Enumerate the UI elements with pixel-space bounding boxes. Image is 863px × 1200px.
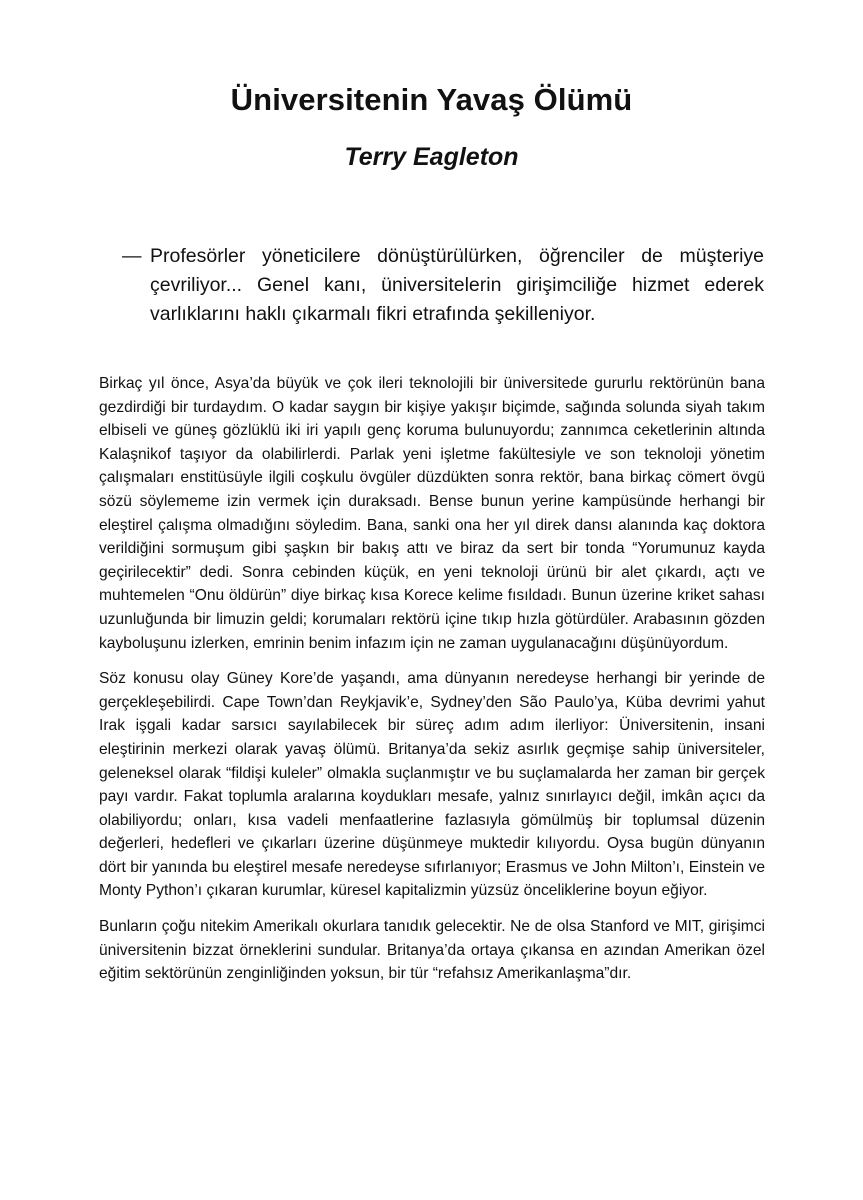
body-paragraph: Birkaç yıl önce, Asya’da büyük ve çok ileri teknolojili bir üniversitede gururlu rektörünün bana gezdirdiği bir turdaydım. O kadar saygın bir kişiye yakışır biçimde, sağında solunda siyah takım elbiseli ve güneş gözlüklü iki iri yapılı genç koruma bulunuyordu; zannımca ceketlerinin altında Kalaşnikof taşıyor da olabilirlerdi. Parlak yeni işletme fakültesiyle ve son teknoloji yönetim çalışmaları enstitüsüyle ilgili coşkulu övgüler düzdükten sonra rektör, bana birkaç cömert övgü sözü söylememe izin vermek için duraksadı. Bense bunun yerine kampüsünde herhangi bir eleştirel çalışma olmadığını söyledim. Bana, sanki ona her yıl direk dansı alanında kaç doktora verildiğini sormuşum gibi şaşkın bir bakış attı ve biraz da sert bir tonda “Yorumunuz kayda geçirilecektir” dedi. Sonra cebinden küçük, en yeni teknoloji ürünü bir alet çıkardı, açtı ve muhtemelen “Onu öldürün” diye birkaç kısa Korece kelime fısıldadı. Bunun üzerine kriket sahası uzunluğunda bir limuzin geldi; korumaları rektörü içine tıkıp hızla götürdüler. Arabasının gözden kayboluşunu izlerken, emrinin benim infazım için ne zaman uygulanacağını düşünüyordum. (99, 375, 765, 652)
lead-text: Profesörler yöneticilere dönüştürülürken, öğrenciler de müşteriye çevriliyor... Genel kanı, üniversitelerin girişimciliğe hizmet ederek varlıklarını haklı çıkarmalı fikri etrafında şekilleniyor. (150, 245, 764, 325)
article-author: Terry Eagleton (344, 143, 519, 171)
lead-dash: — (122, 245, 142, 267)
body-paragraph: Söz konusu olay Güney Kore’de yaşandı, ama dünyanın neredeyse herhangi bir yerinde de gerçekleşebilirdi. Cape Town’dan Reykjavik’e, Sydney’den São Paulo’ya, Küba devrimi yahut Irak işgali kadar sarsıcı sayılabilecek bir süreç adım adım ilerliyor: Üniversitenin, insani eleştirinin merkezi olarak yavaş ölümü. Britanya’da sekiz asırlık geçmişe sahip üniversiteler, geleneksel olarak “fildişi kuleler” olmakla suçlanmıştır ve bu suçlamalarda her zaman bir gerçek payı vardır. Fakat toplumla aralarına koydukları mesafe, yalnız sınırlayıcı değil, imkân açıcı da olabiliyordu; onları, kısa vadeli menfaatlerine fazlasıyla gömülmüş bir toplumsal düzenin değerleri, hedefleri ve çıkarları üzerine düşünmeye muktedir kılıyordu. Oysa bugün dünyanın dört bir yanında bu eleştirel mesafe neredeyse sıfırlanıyor; Erasmus ve John Milton’ı, Einstein ve Monty Python’ı çıkaran kurumlar, küresel kapitalizmin yüzsüz önceliklerine boyun eğiyor. (99, 670, 765, 900)
lead-paragraph (122, 242, 764, 329)
article-title: Üniversitenin Yavaş Ölümü (230, 82, 633, 117)
article-body (99, 372, 765, 998)
body-paragraph: Bunların çoğu nitekim Amerikalı okurlara tanıdık gelecektir. Ne de olsa Stanford ve MIT, girişimci üniversitenin bizzat örneklerini sundular. Britanya’da ortaya çıkansa en azından Amerikan özel eğitim sektörünün zenginliğinden yoksun, bir tür “refahsız Amerikanlaşma”dır. (99, 918, 765, 983)
